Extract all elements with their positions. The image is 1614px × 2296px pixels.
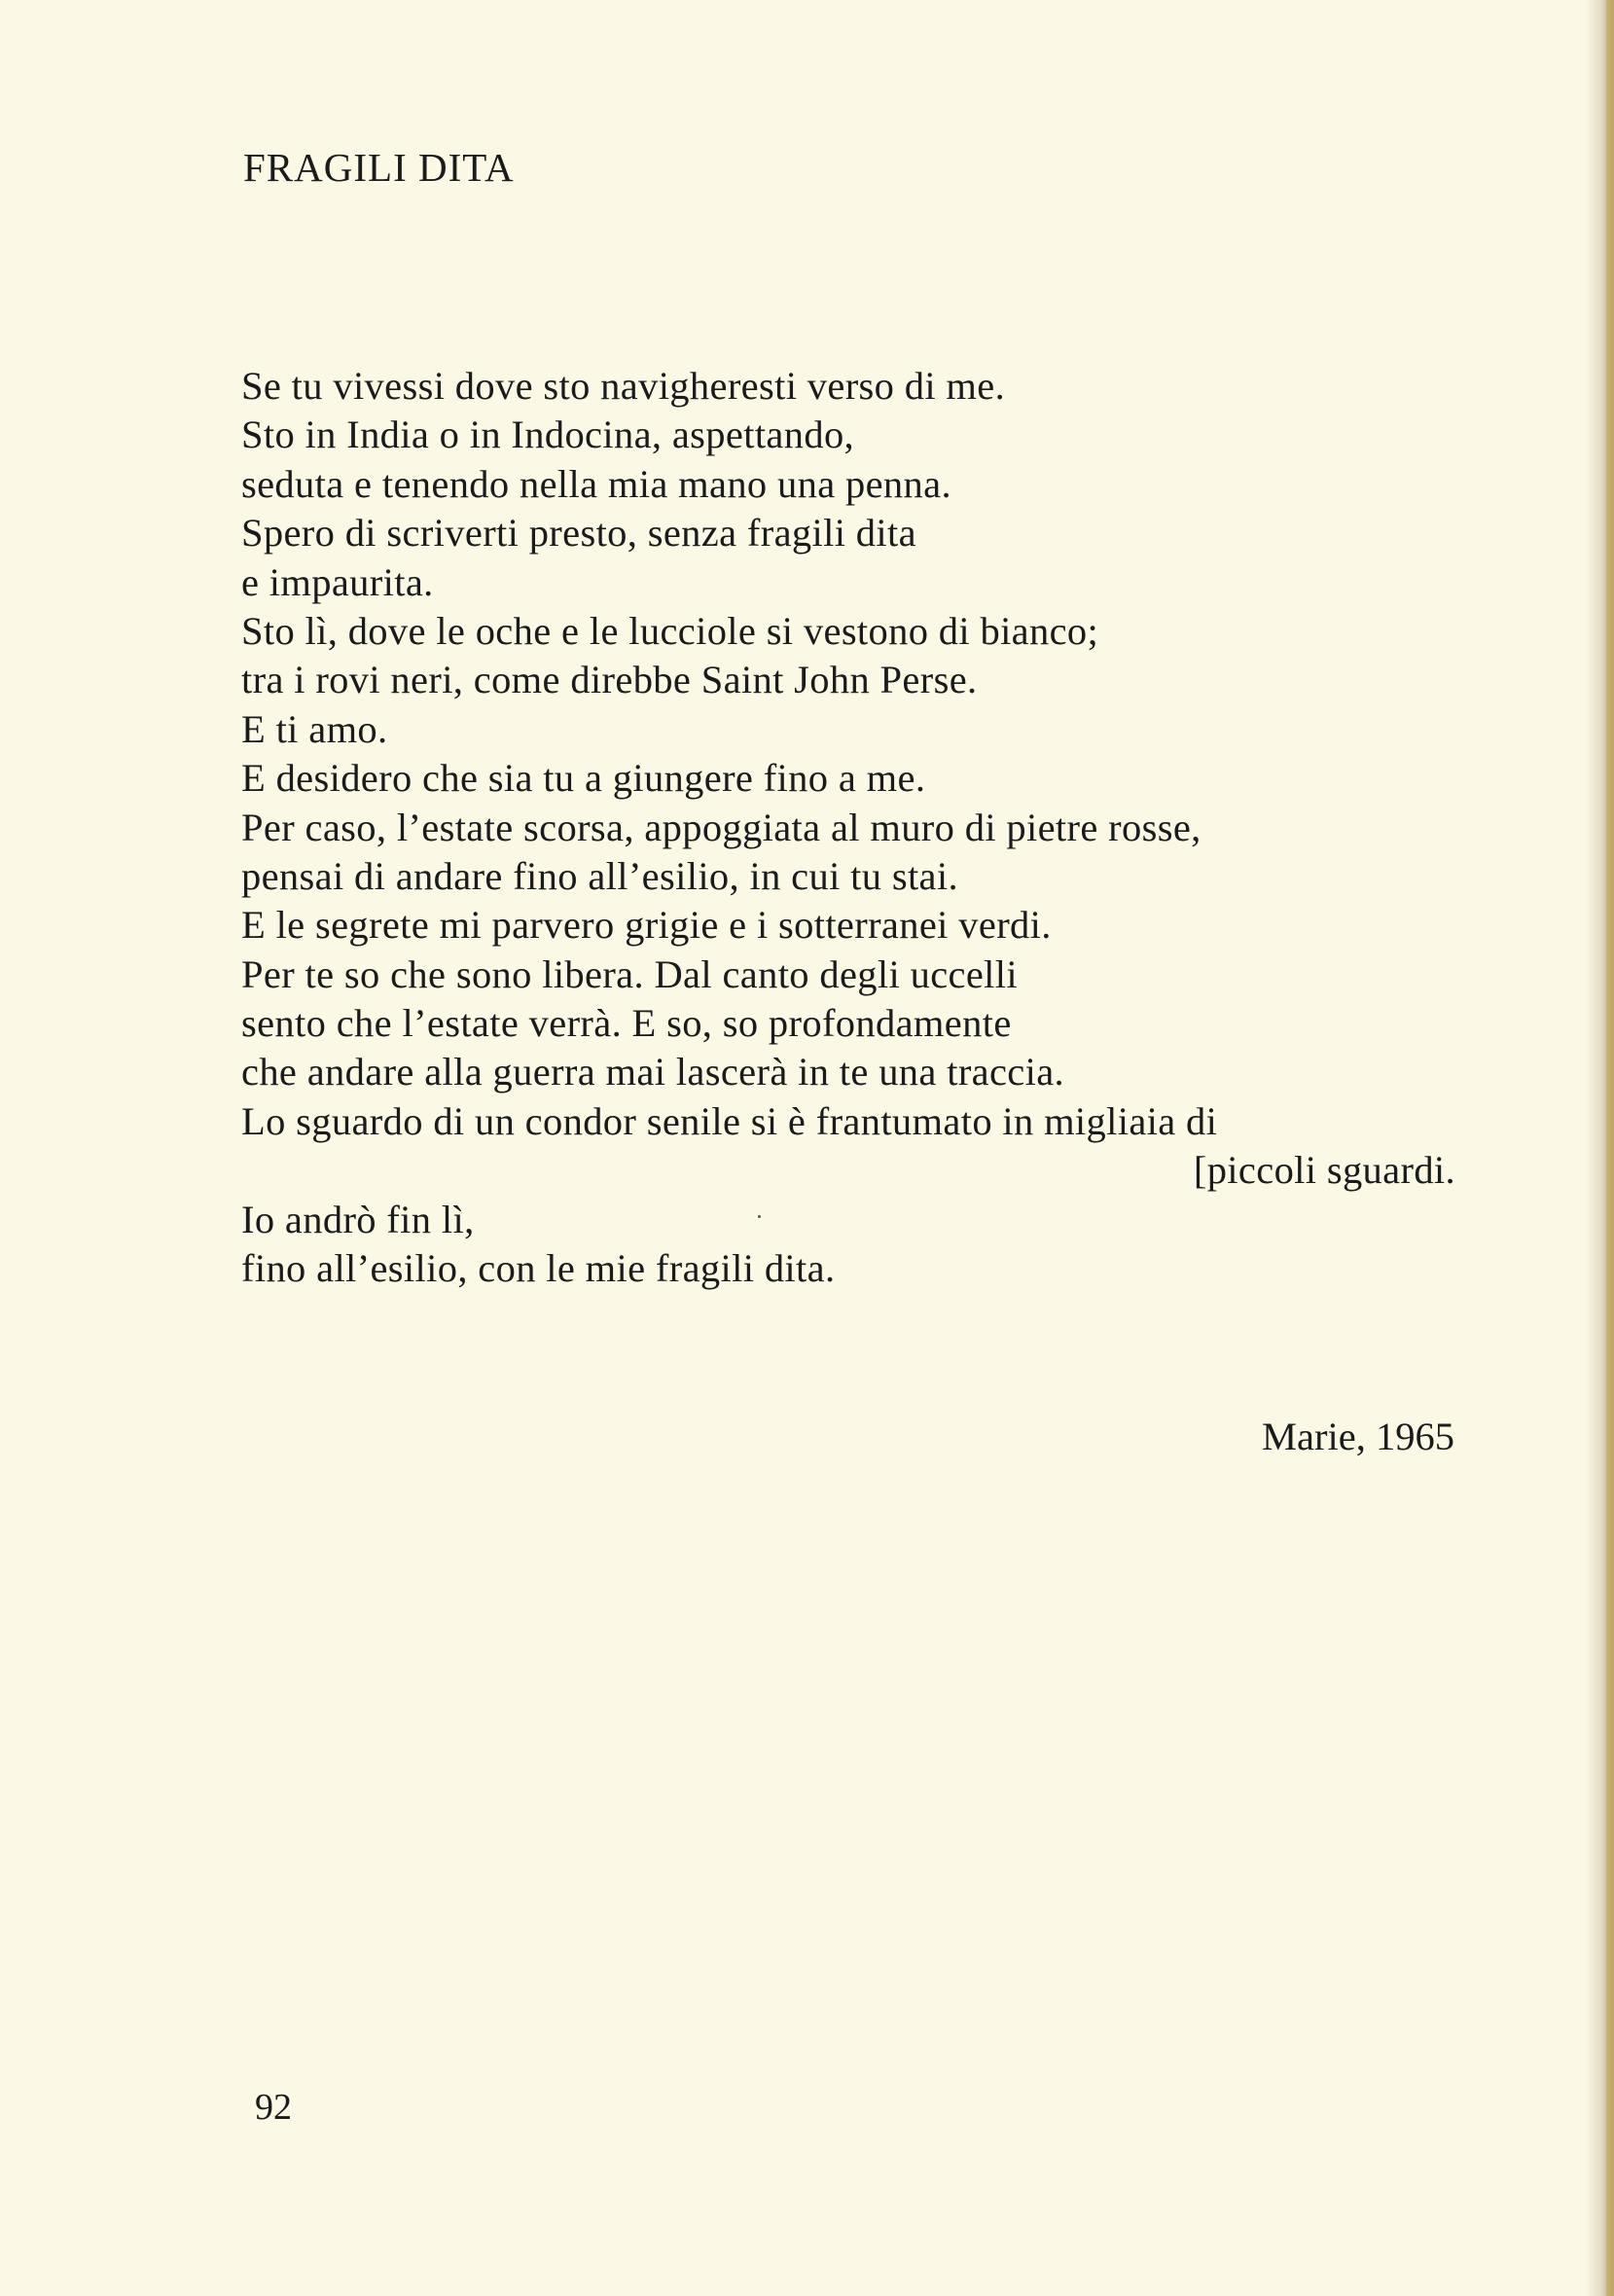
poem-line: seduta e tenendo nella mia mano una penna.	[241, 461, 951, 506]
poem-line: Sto in India o in Indocina, aspettando,	[241, 413, 855, 457]
poem-title: FRAGILI DITA	[243, 145, 515, 190]
page-number: 92	[255, 2087, 292, 2128]
poem-line: Sto lì, dove le oche e le lucciole si vestono di bianco;	[241, 608, 1099, 653]
poem-line: fino all’esilio, con le mie fragili dita.	[241, 1246, 836, 1291]
poem-line: Spero di scriverti presto, senza fragili dita	[241, 511, 916, 556]
poem-line: pensai di andare fino all’esilio, in cui tu stai.	[241, 853, 958, 898]
poem-line: che andare alla guerra mai lascerà in te una traccia.	[241, 1050, 1065, 1094]
poem-line: Lo sguardo di un condor senile si è frantumato in migliaia di	[241, 1098, 1218, 1143]
poem-line: sento che l’estate verrà. E so, so profondamente	[241, 1001, 1012, 1046]
poem-line: e impaurita.	[241, 559, 434, 604]
author-signature: Marie, 1965	[1262, 1415, 1454, 1458]
poem-body	[241, 362, 1467, 1293]
poem-line: Per te so che sono libera. Dal canto degli uccelli	[241, 951, 1018, 996]
poem-line: Per caso, l’estate scorsa, appoggiata al muro di pietre rosse,	[241, 805, 1202, 849]
poem-line: Se tu vivessi dove sto navigheresti verso di me.	[241, 364, 1006, 408]
poem-line: Io andrò fin lì,	[241, 1197, 475, 1241]
page-edge	[1606, 0, 1614, 2296]
poem-line: E le segrete mi parvero grigie e i sotterranei verdi.	[241, 903, 1052, 948]
poem-line: E ti amo.	[241, 706, 388, 751]
poem-line: E desidero che sia tu a giungere fino a me.	[241, 756, 926, 801]
poem-line-continuation: [piccoli sguardi.	[1193, 1148, 1455, 1193]
print-speck	[758, 1215, 761, 1218]
poem-line: tra i rovi neri, come direbbe Saint John Perse.	[241, 658, 978, 702]
